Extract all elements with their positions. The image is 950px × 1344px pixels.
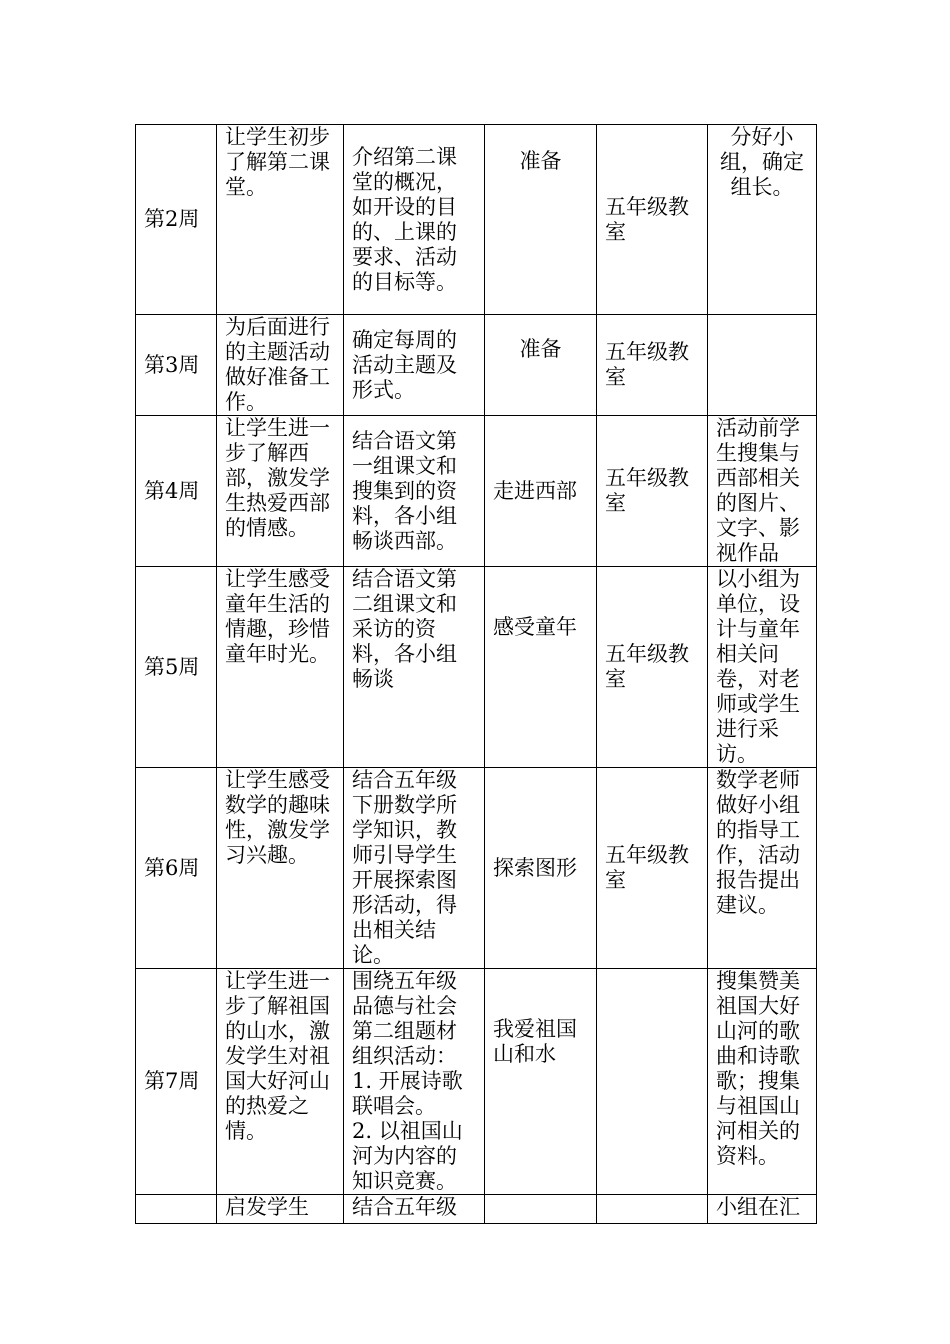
prep-cell: 小组在汇 bbox=[708, 1195, 817, 1224]
goal-cell: 让学生感受数学的趣味性，激发学习兴趣。 bbox=[217, 768, 344, 969]
content-cell: 结合语文第二组课文和采访的资料，各小组畅谈 bbox=[344, 567, 485, 768]
content-cell bbox=[344, 969, 485, 1195]
place-cell bbox=[597, 969, 708, 1195]
prep-cell: 活动前学生搜集与西部相关的图片、文字、影视作品 bbox=[708, 416, 817, 567]
place-cell: 五年级教室 bbox=[597, 768, 708, 969]
theme-cell bbox=[485, 1195, 597, 1224]
place-cell: 五年级教室 bbox=[597, 315, 708, 416]
place-cell: 五年级教室 bbox=[597, 416, 708, 567]
table-row bbox=[136, 768, 817, 969]
prep-cell: 以小组为单位，设计与童年相关问卷，对老师或学生进行采访。 bbox=[708, 567, 817, 768]
content-intro: 围绕五年级品德与社会第二组题材组织活动： bbox=[352, 969, 457, 1068]
table-row bbox=[136, 315, 817, 416]
prep-cell bbox=[708, 315, 817, 416]
theme-cell: 探索图形 bbox=[485, 768, 597, 969]
week-cell: 第2周 bbox=[136, 125, 217, 315]
goal-cell: 让学生感受童年生活的情趣，珍惜童年时光。 bbox=[217, 567, 344, 768]
week-cell: 第7周 bbox=[136, 969, 217, 1195]
content-cell: 结合五年级下册数学所学知识，教师引导学生开展探索图形活动，得出相关结论。 bbox=[344, 768, 485, 969]
table-row bbox=[136, 125, 817, 315]
content-item: 1. 开展诗歌联唱会。 bbox=[352, 1069, 463, 1118]
content-cell: 确定每周的活动主题及形式。 bbox=[344, 315, 485, 416]
table-row bbox=[136, 969, 817, 1195]
content-cell: 介绍第二课堂的概况，如开设的目的、上课的要求、活动的目标等。 bbox=[344, 125, 485, 315]
theme-cell: 走进西部 bbox=[485, 416, 597, 567]
activity-plan-table bbox=[135, 124, 817, 1224]
week-cell: 第3周 bbox=[136, 315, 217, 416]
goal-cell: 为后面进行的主题活动做好准备工作。 bbox=[217, 315, 344, 416]
theme-cell: 准备 bbox=[485, 125, 597, 315]
content-cell: 结合语文第一组课文和搜集到的资料，各小组畅谈西部。 bbox=[344, 416, 485, 567]
week-cell: 第4周 bbox=[136, 416, 217, 567]
theme-cell: 感受童年 bbox=[485, 567, 597, 768]
prep-cell: 分好小组，确定组长。 bbox=[708, 125, 817, 315]
place-cell bbox=[597, 1195, 708, 1224]
theme-cell: 准备 bbox=[485, 315, 597, 416]
place-cell: 五年级教室 bbox=[597, 567, 708, 768]
content-item: 2. 以祖国山河为内容的知识竞赛。 bbox=[352, 1119, 463, 1193]
goal-cell: 让学生进一步了解祖国的山水，激发学生对祖国大好河山的热爱之情。 bbox=[217, 969, 344, 1195]
week-cell: 第5周 bbox=[136, 567, 217, 768]
goal-cell: 让学生进一步了解西部，激发学生热爱西部的情感。 bbox=[217, 416, 344, 567]
table-row bbox=[136, 416, 817, 567]
prep-cell: 数学老师做好小组的指导工作，活动报告提出建议。 bbox=[708, 768, 817, 969]
table-row bbox=[136, 567, 817, 768]
goal-cell: 启发学生 bbox=[217, 1195, 344, 1224]
week-cell bbox=[136, 1195, 217, 1224]
place-cell: 五年级教室 bbox=[597, 125, 708, 315]
theme-cell: 我爱祖国山和水 bbox=[485, 969, 597, 1195]
goal-cell: 让学生初步了解第二课堂。 bbox=[217, 125, 344, 315]
prep-cell: 搜集赞美祖国大好山河的歌曲和诗歌歌；搜集与祖国山河相关的资料。 bbox=[708, 969, 817, 1195]
table-row bbox=[136, 1195, 817, 1224]
week-cell: 第6周 bbox=[136, 768, 217, 969]
content-cell: 结合五年级 bbox=[344, 1195, 485, 1224]
